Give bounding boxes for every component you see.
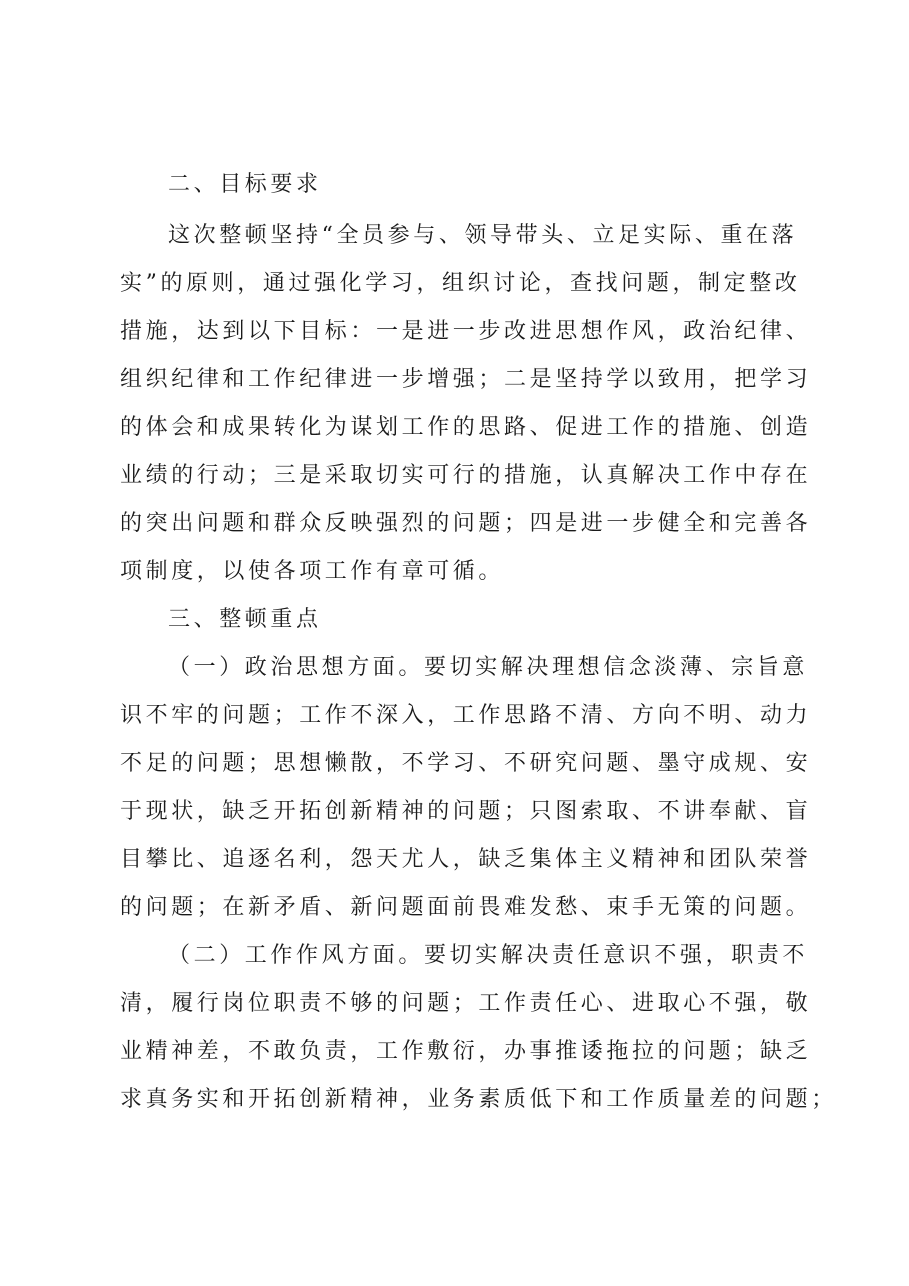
- paragraph-line: 实”的原则，通过强化学习，组织讨论，查找问题，制定整改: [120, 271, 801, 296]
- paragraph-line: 措施，达到以下目标：一是进一步改进思想作风，政治纪律、: [120, 319, 812, 344]
- section-heading-focus: 三、整顿重点: [168, 607, 322, 632]
- paragraph-line: 的体会和成果转化为谋划工作的思路、促进工作的措施、创造: [120, 415, 812, 440]
- paragraph-line: 求真务实和开拓创新精神，业务素质低下和工作质量差的问题；: [120, 1087, 837, 1112]
- paragraph-line: 不足的问题；思想懒散，不学习、不研究问题、墨守成规、安: [120, 751, 812, 776]
- paragraph-line: 清，履行岗位职责不够的问题；工作责任心、进取心不强，敬: [120, 991, 812, 1016]
- paragraph-line: 于现状，缺乏开拓创新精神的问题；只图索取、不讲奉献、盲: [120, 799, 812, 824]
- paragraph-line: 的突出问题和群众反映强烈的问题；四是进一步健全和完善各: [120, 511, 812, 536]
- paragraph-line: （一）政治思想方面。要切实解决理想信念淡薄、宗旨意: [168, 655, 809, 680]
- paragraph-line: 的问题；在新矛盾、新问题面前畏难发愁、束手无策的问题。: [120, 895, 812, 920]
- paragraph-line: 识不牢的问题；工作不深入，工作思路不清、方向不明、动力: [120, 703, 812, 728]
- paragraph-line: 组织纪律和工作纪律进一步增强；二是坚持学以致用，把学习: [120, 367, 812, 392]
- paragraph-line: 目攀比、追逐名利，怨天尤人，缺乏集体主义精神和团队荣誉: [120, 847, 812, 872]
- paragraph-line: 项制度，以使各项工作有章可循。: [120, 559, 505, 584]
- section-heading-goals: 二、目标要求: [168, 172, 322, 197]
- paragraph-line: 业绩的行动；三是采取切实可行的措施，认真解决工作中存在: [120, 463, 812, 488]
- paragraph-line: （二）工作作风方面。要切实解决责任意识不强，职责不: [168, 943, 809, 968]
- paragraph-line: 业精神差，不敢负责，工作敷衍，办事推诿拖拉的问题；缺乏: [120, 1039, 812, 1064]
- paragraph-line: 这次整顿坚持“全员参与、领导带头、立足实际、重在落: [168, 223, 798, 248]
